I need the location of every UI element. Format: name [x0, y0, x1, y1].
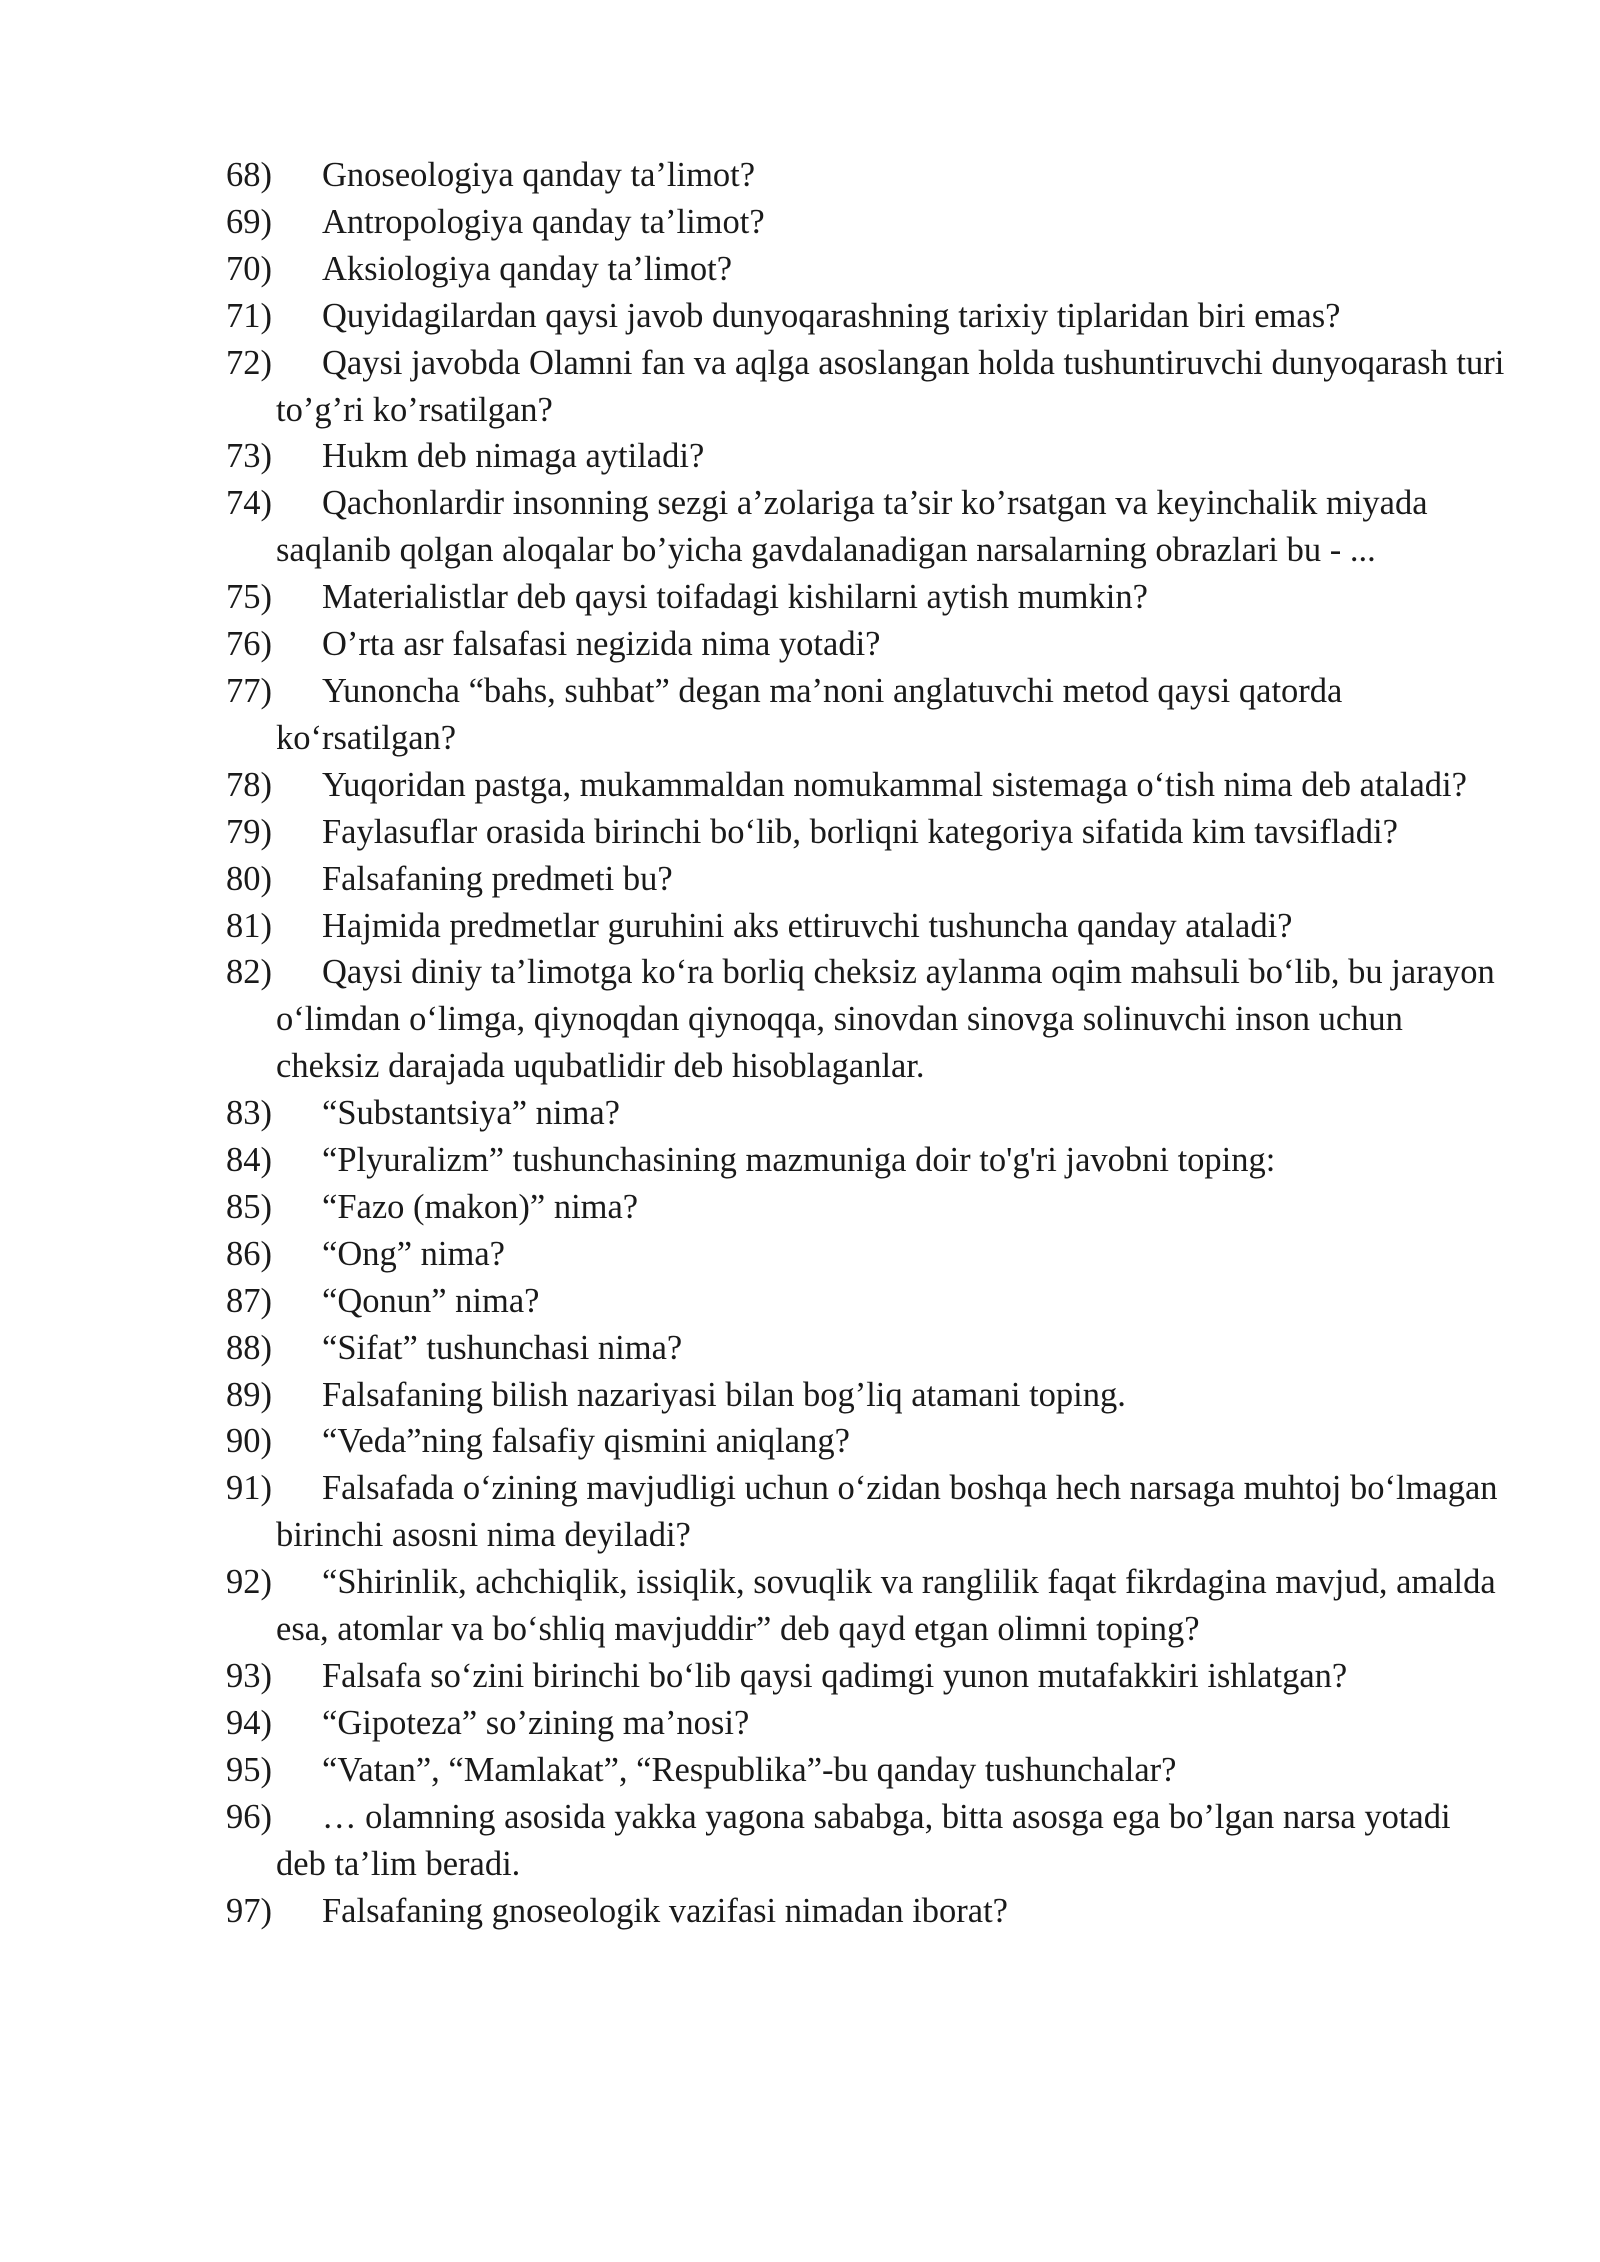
question-number: 79): [226, 812, 272, 851]
question-number: 97): [226, 1891, 272, 1930]
question-text: … olamning asosida yakka yagona sababga, bitta asosga ega bo’lgan narsa yotadi deb ta’lim beradi.: [276, 1797, 1451, 1883]
question-number: 68): [226, 156, 272, 194]
question-item: [226, 809, 1506, 856]
question-item: [226, 903, 1506, 950]
question-item: [226, 1184, 1506, 1231]
question-text: “Plyuralizm” tushunchasining mazmuniga doir to'g'ri javobni toping:: [322, 1141, 1276, 1180]
question-number: 87): [226, 1281, 272, 1320]
question-number: 94): [226, 1703, 272, 1742]
question-item: [226, 340, 1506, 434]
question-text: “Vatan”, “Mamlakat”, “Respublika”-bu qanday tushunchalar?: [322, 1750, 1177, 1789]
question-item: [226, 1653, 1506, 1700]
question-text: Quyidagilardan qaysi javob dunyoqarashning tarixiy tiplaridan biri emas?: [322, 296, 1341, 335]
question-text: “Veda”ning falsafiy qismini aniqlang?: [322, 1422, 850, 1461]
question-number: 88): [226, 1328, 272, 1367]
question-item: [226, 1700, 1506, 1747]
question-text: Qaysi javobda Olamni fan va aqlga asoslangan holda tushuntiruvchi dunyoqarash turi to’g’ri ko’rsatilgan?: [276, 343, 1505, 429]
question-item: [226, 1747, 1506, 1794]
question-text: “Fazo (makon)” nima?: [322, 1187, 639, 1226]
question-text: Aksiologiya qanday ta’limot?: [322, 249, 733, 288]
question-text: O’rta asr falsafasi negizida nima yotadi?: [322, 625, 881, 664]
question-item: [226, 1418, 1506, 1465]
question-number: 73): [226, 437, 272, 476]
question-text: Materialistlar deb qaysi toifadagi kishilarni aytish mumkin?: [322, 578, 1148, 617]
question-item: [226, 762, 1506, 809]
question-number: 74): [226, 484, 272, 523]
question-number: 80): [226, 859, 272, 898]
question-number: 82): [226, 953, 272, 992]
question-text: “Sifat” tushunchasi nima?: [322, 1328, 683, 1367]
question-item: [226, 199, 1506, 246]
question-item: [226, 1465, 1506, 1559]
question-text: Faylasuflar orasida birinchi bo‘lib, borliqni kategoriya sifatida kim tavsifladi?: [322, 812, 1398, 851]
question-number: 91): [226, 1469, 272, 1508]
question-number: 86): [226, 1234, 272, 1273]
question-text: Falsafaning bilish nazariyasi bilan bog’liq atamani toping.: [322, 1375, 1126, 1414]
question-item: [226, 1278, 1506, 1325]
question-item: [226, 293, 1506, 340]
question-text: Antropologiya qanday ta’limot?: [322, 202, 765, 241]
question-item: [226, 1888, 1506, 1935]
question-text: Yuqoridan pastga, mukammaldan nomukammal sistemaga o‘tish nima deb ataladi?: [322, 765, 1467, 804]
question-item: [226, 621, 1506, 668]
question-text: Hajmida predmetlar guruhini aks ettiruvchi tushuncha qanday ataladi?: [322, 906, 1293, 945]
question-number: 69): [226, 202, 272, 241]
question-text: Falsafa so‘zini birinchi bo‘lib qaysi qadimgi yunon mutafakkiri ishlatgan?: [322, 1657, 1348, 1695]
question-number: 76): [226, 625, 272, 664]
question-item: [226, 949, 1506, 1090]
question-item: [226, 1231, 1506, 1278]
question-number: 95): [226, 1750, 272, 1789]
question-text: Qachonlardir insonning sezgi a’zolariga ta’sir ko’rsatgan va keyinchalik miyada saqlanib qolgan aloqalar bo’yicha gavdalanadigan narsalarning obrazlari bu - ...: [276, 484, 1428, 570]
question-item: [226, 574, 1506, 621]
question-item: [226, 433, 1506, 480]
question-item: [226, 1325, 1506, 1372]
question-number: 71): [226, 296, 272, 335]
question-item: [226, 480, 1506, 574]
question-item: [226, 1137, 1506, 1184]
question-text: “Qonun” nima?: [322, 1281, 540, 1320]
question-number: 83): [226, 1094, 272, 1133]
question-number: 96): [226, 1797, 272, 1836]
question-number: 72): [226, 343, 272, 382]
question-item: [226, 1794, 1506, 1888]
question-text: Falsafaning gnoseologik vazifasi nimadan iborat?: [322, 1891, 1008, 1930]
question-text: “Gipoteza” so’zining ma’nosi?: [322, 1703, 750, 1742]
question-text: Falsafaning predmeti bu?: [322, 859, 673, 898]
question-number: 84): [226, 1141, 272, 1180]
question-item: [226, 246, 1506, 293]
question-item: [226, 668, 1506, 762]
question-number: 89): [226, 1375, 272, 1414]
question-item: [226, 856, 1506, 903]
question-text: Qaysi diniy ta’limotga ko‘ra borliq cheksiz aylanma oqim mahsuli bo‘lib, bu jarayon o‘limdan o‘limga, qiynoqdan qiynoqqa, sinovdan sinovga solinuvchi inson uchun cheksiz darajada uqubatlidir deb hisoblaganlar.: [276, 953, 1495, 1086]
question-item: [226, 152, 1506, 199]
question-item: [226, 1090, 1506, 1137]
question-number: 92): [226, 1563, 272, 1602]
question-number: 75): [226, 578, 272, 617]
question-text: Yunoncha “bahs, suhbat” degan ma’noni anglatuvchi metod qaysi qatorda ko‘rsatilgan?: [276, 671, 1343, 757]
question-text: Hukm deb nimaga aytiladi?: [322, 437, 705, 476]
question-list: [226, 152, 1506, 1934]
question-number: 90): [226, 1422, 272, 1461]
question-number: 81): [226, 906, 272, 945]
question-text: “Shirinlik, achchiqlik, issiqlik, sovuqlik va ranglilik faqat fikrdagina mavjud, amalda esa, atomlar va bo‘shliq mavjuddir” deb qayd etgan olimni toping?: [276, 1563, 1496, 1649]
question-number: 77): [226, 671, 272, 710]
question-text: “Ong” nima?: [322, 1234, 505, 1273]
question-number: 93): [226, 1657, 272, 1695]
question-item: [226, 1559, 1506, 1653]
question-text: Gnoseologiya qanday ta’limot?: [322, 156, 756, 194]
question-number: 78): [226, 765, 272, 804]
question-text: Falsafada o‘zining mavjudligi uchun o‘zidan boshqa hech narsaga muhtoj bo‘lmagan birinchi asosni nima deyiladi?: [276, 1469, 1498, 1555]
question-item: [226, 1372, 1506, 1419]
question-number: 85): [226, 1187, 272, 1226]
question-text: “Substantsiya” nima?: [322, 1094, 620, 1133]
question-number: 70): [226, 249, 272, 288]
